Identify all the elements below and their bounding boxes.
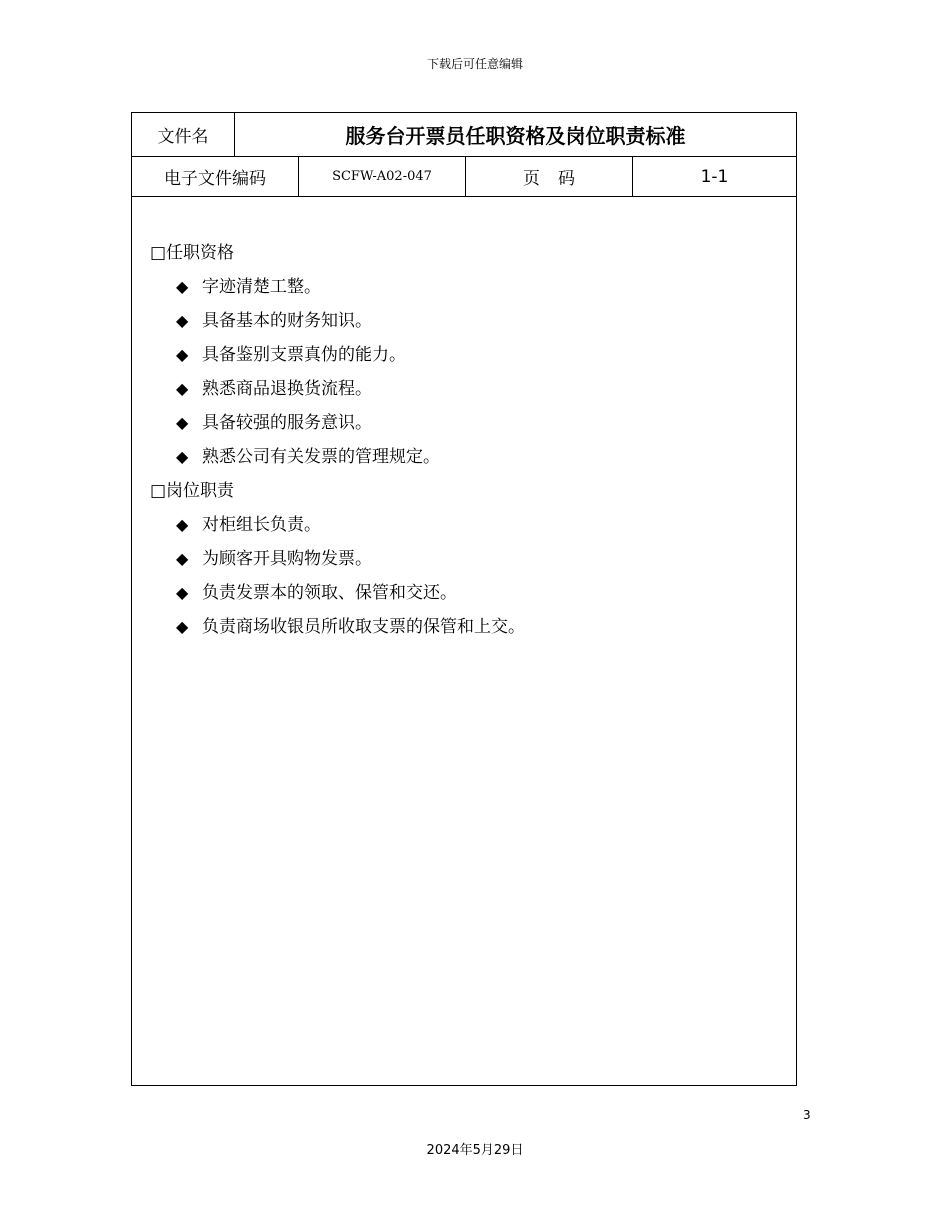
list-item-text: 为顾客开具购物发票。: [202, 549, 372, 569]
file-code-value: SCFW-A02-047: [299, 157, 466, 196]
list-item-text: 熟悉商品退换货流程。: [202, 379, 372, 399]
list-item-text: 对柜组长负责。: [202, 515, 321, 535]
list-item: [150, 343, 770, 377]
list-item-text: 具备基本的财务知识。: [202, 311, 372, 331]
list-item: [150, 309, 770, 343]
diamond-bullet-icon: ◆: [176, 413, 189, 432]
diamond-bullet-icon: ◆: [176, 617, 189, 636]
document-form: [131, 112, 797, 1086]
section-heading-qualifications: □任职资格: [150, 243, 235, 263]
list-item: [150, 275, 770, 309]
page-number: 3: [803, 1108, 811, 1122]
diamond-bullet-icon: ◆: [176, 277, 189, 296]
list-item: [150, 377, 770, 411]
document-title: 服务台开票员任职资格及岗位职责标准: [345, 124, 686, 148]
diamond-bullet-icon: ◆: [176, 549, 189, 568]
list-item: [150, 513, 770, 547]
list-item-text: 负责发票本的领取、保管和交还。: [202, 583, 457, 603]
list-item-text: 字迹清楚工整。: [202, 277, 321, 297]
document-content: [150, 241, 770, 649]
diamond-bullet-icon: ◆: [176, 311, 189, 330]
page-label: 页码: [466, 157, 633, 196]
diamond-bullet-icon: ◆: [176, 583, 189, 602]
list-item: [150, 547, 770, 581]
page-value: 1-1: [700, 166, 729, 187]
header-note: 下载后可任意编辑: [426, 57, 523, 71]
list-item-text: 负责商场收银员所收取支票的保管和上交。: [202, 617, 525, 637]
file-name-label: 文件名: [132, 113, 235, 156]
section-heading-responsibilities: □岗位职责: [150, 481, 235, 501]
footer-date: 2024年5月29日: [426, 1143, 524, 1158]
diamond-bullet-icon: ◆: [176, 515, 189, 534]
diamond-bullet-icon: ◆: [176, 447, 189, 466]
list-item: [150, 411, 770, 445]
diamond-bullet-icon: ◆: [176, 379, 189, 398]
list-item-text: 具备较强的服务意识。: [202, 413, 372, 433]
code-row: [132, 157, 796, 197]
diamond-bullet-icon: ◆: [176, 345, 189, 364]
title-row: [132, 113, 796, 157]
list-item-text: 熟悉公司有关发票的管理规定。: [202, 447, 440, 467]
list-item-text: 具备鉴别支票真伪的能力。: [202, 345, 406, 365]
list-item: [150, 445, 770, 479]
list-item: [150, 615, 770, 649]
file-code-label: 电子文件编码: [132, 157, 299, 196]
list-item: [150, 581, 770, 615]
